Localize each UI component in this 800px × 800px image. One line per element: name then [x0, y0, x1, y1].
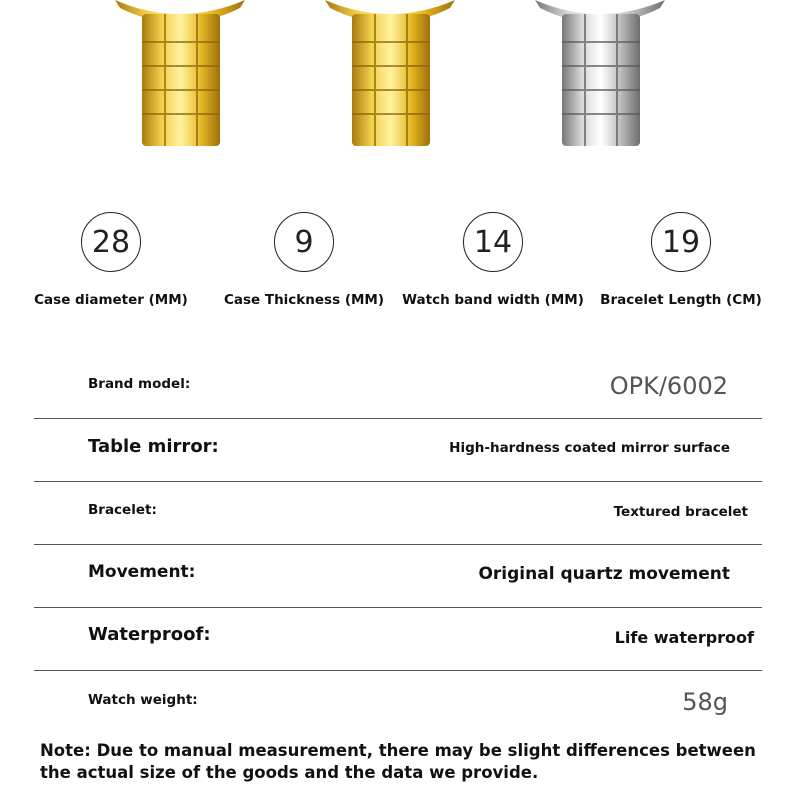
metric-value-circle: 14 [463, 212, 523, 272]
metric-case-diameter [16, 212, 206, 308]
spec-value: Textured bracelet [613, 504, 748, 520]
spec-row-watch-weight [34, 688, 762, 728]
spec-value: 58g [682, 688, 728, 716]
divider [34, 544, 762, 545]
spec-value: Original quartz movement [478, 564, 730, 584]
spec-key: Bracelet: [88, 502, 157, 518]
metric-bracelet-length [586, 212, 776, 308]
silver-watch [535, 0, 665, 146]
metric-value-circle: 28 [81, 212, 141, 272]
spec-value: Life waterproof [614, 628, 754, 647]
spec-key: Brand model: [88, 376, 191, 392]
spec-key: Waterproof: [88, 624, 211, 645]
spec-row-movement [34, 562, 762, 602]
metric-case-thickness [209, 212, 399, 308]
spec-row-brand-model [34, 372, 762, 412]
spec-key: Movement: [88, 562, 196, 582]
divider [34, 607, 762, 608]
divider [34, 418, 762, 419]
gold-watch-1 [115, 0, 245, 146]
metric-label: Case Thickness (MM) [223, 292, 385, 308]
divider [34, 670, 762, 671]
spec-key: Watch weight: [88, 692, 198, 708]
metric-label: Case diameter (MM) [34, 292, 188, 308]
spec-row-waterproof [34, 624, 762, 664]
gold-watch-2 [325, 0, 455, 146]
spec-value: OPK/6002 [609, 372, 728, 400]
spec-key: Table mirror: [88, 436, 219, 457]
watch-product-photos [0, 0, 800, 160]
metric-value-circle: 19 [651, 212, 711, 272]
metric-label: Watch band width (MM) [402, 292, 584, 308]
metric-value-circle: 9 [274, 212, 334, 272]
metric-label: Bracelet Length (CM) [600, 292, 762, 308]
spec-row-table-mirror [34, 434, 762, 474]
measurement-note: Note: Due to manual measurement, there may be slight differences between the actual size of the goods and the data we provide. [40, 741, 756, 782]
metric-band-width [398, 212, 588, 308]
spec-value: High-hardness coated mirror surface [449, 440, 730, 456]
spec-row-bracelet [34, 502, 762, 542]
divider [34, 481, 762, 482]
